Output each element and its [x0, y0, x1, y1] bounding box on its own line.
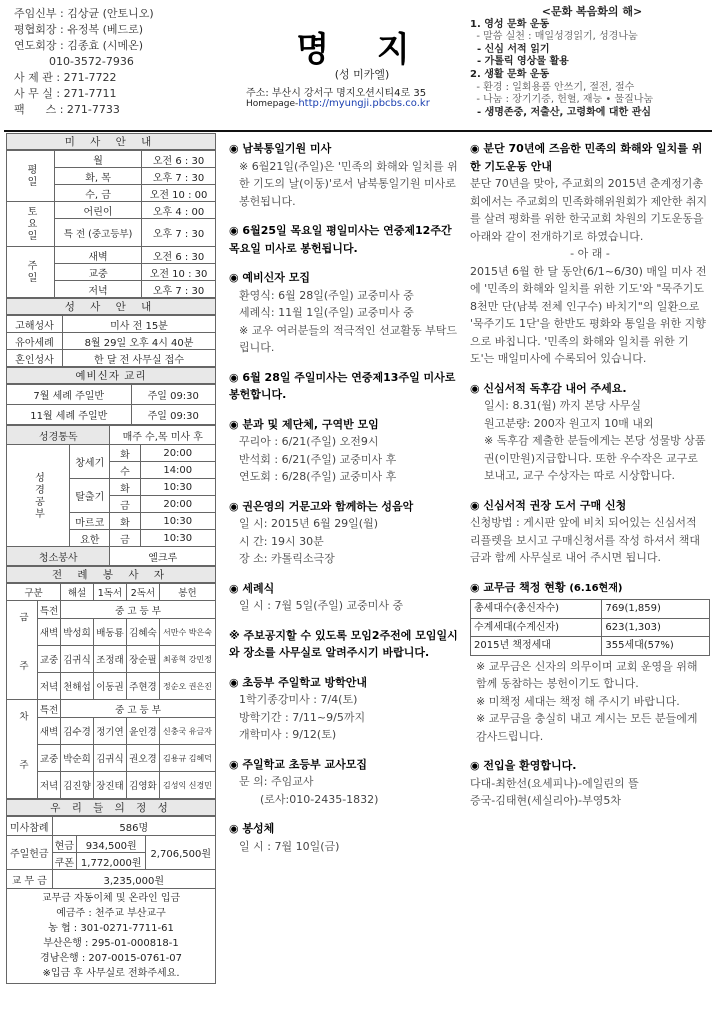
notice-line: 방학기간 : 7/11~9/5까지: [239, 710, 366, 724]
cell: 2독서: [126, 584, 159, 601]
cell: 11월 세례 주일반: [7, 405, 132, 425]
cell: 오전 6 : 30: [142, 247, 216, 264]
cell: 장진태: [94, 772, 127, 799]
cell: 정순오 권은진: [159, 673, 215, 700]
cell: 천해섭: [61, 673, 94, 700]
cell: 355세대(57%): [602, 637, 710, 656]
info-line: 연도회장 : 김종효 (시메온): [14, 39, 144, 52]
cell: 김귀식: [94, 745, 127, 772]
mass-table: [6, 150, 216, 298]
cell: 김수경: [61, 718, 94, 745]
info-line: 사 제 관 : 271-7722: [14, 71, 117, 84]
cell: 매주 수,목 미사 후: [110, 426, 216, 445]
cell: 수계세대(수계신자): [471, 618, 602, 637]
cell: 서만수 박은숙: [159, 619, 215, 646]
cell: 권오경: [126, 745, 159, 772]
notice: [229, 627, 461, 662]
cell: 14:00: [140, 462, 216, 479]
cell: 교중: [55, 264, 142, 281]
cell: 화: [110, 445, 140, 462]
cell: 특 전 (중고등부): [55, 219, 142, 247]
cell: 월: [55, 151, 142, 168]
notice: [229, 416, 461, 486]
cell: 청소봉사: [7, 547, 110, 566]
cell: 총세대수(총신자수): [471, 600, 602, 619]
bulletin-title: 명 지: [296, 30, 428, 70]
mass-title: 미 사 안 내: [6, 133, 216, 150]
prayer-detail: 2015년 6월 한 달 동안(6/1~6/30) 매일 미사 전에 '민족의 화해와 일치를 위한 기도'와 "묵주기도 8천만 단(남북 전체 인구수) 바치기"의 일환으로 '묵주기도 1단'을 한반도 평화와 통일을 위한 지향으로 바칩니다. '민족의 화해와 일치를 위한 기도'는 매일미사에 수록되어 있습니다.: [470, 264, 707, 365]
cell: 유아세례: [7, 333, 63, 350]
notice: [229, 140, 461, 210]
notice-line: 장 소: 카톨릭소극장: [239, 552, 335, 565]
cell: 수: [110, 462, 140, 479]
year-theme-line: - 나눔 : 장기기증, 헌혈, 재능 • 물질나눔: [470, 94, 654, 106]
cell: 배동룡: [94, 619, 127, 646]
bank-line: 예금주 : 천주교 부산교구: [56, 908, 166, 919]
cell: 769(1,859): [602, 600, 710, 619]
catechism-table: [6, 384, 216, 425]
bank-line: 교무금 자동이체 및 온라인 입금: [41, 893, 181, 904]
cell: 20:00: [140, 445, 216, 462]
cell: 창세기: [70, 445, 110, 479]
cell: 주일 09:30: [131, 385, 216, 405]
this-week-label: 금 주: [7, 601, 38, 700]
text-line: 다대-최한선(요세피나)-에일린의 뜰: [470, 776, 639, 790]
cell: 중 고 등 부: [61, 601, 216, 619]
bank-info: [6, 889, 216, 984]
bank-line: ※입금 후 사무실로 전화주세요.: [42, 968, 180, 979]
year-theme-line: - 신심 서적 읽기: [470, 43, 550, 55]
year-theme: [470, 6, 714, 119]
cell: 20:00: [140, 496, 216, 513]
cell: 윤인경: [126, 718, 159, 745]
altar-title: 전 례 봉 사 자: [6, 566, 216, 583]
cell: 10:30: [140, 530, 216, 547]
notice-line: 시 간: 19시 30분: [239, 534, 324, 548]
cell: 623(1,303): [602, 618, 710, 637]
notice: [229, 369, 461, 404]
notice-heading: ◉ 남북통일기원 미사: [229, 142, 332, 155]
year-theme-line: 1. 영성 문화 운동: [470, 18, 550, 30]
book-report-heading: ◉ 신심서적 독후감 내어 주세요.: [470, 381, 627, 395]
notice: [229, 580, 461, 615]
cell: 장순필: [126, 646, 159, 673]
book-order-heading: ◉ 신심서적 권장 도서 구매 신청: [470, 498, 627, 512]
notice-heading: ◉ 6월 28일 주일미사는 연중제13주일 미사로 봉헌합니다.: [229, 370, 456, 401]
cell: 화, 목: [55, 168, 142, 185]
bulletin-subtitle: (성 미카엘): [334, 68, 390, 81]
info-line: 주임신부 : 김상균 (안토니오): [14, 7, 154, 20]
notice-line: 환영식: 6월 28일(주일) 교중미사 중: [239, 288, 414, 302]
cell: 수, 금: [55, 185, 142, 202]
cell: 화: [110, 513, 140, 530]
prayer-text: 분단 70년을 맞아, 주교회의 2015년 춘계정기총회에서는 주교회의 민족화해위원회가 제안한 취지를 살려 평화를 위한 한국교회 차원의 기도운동을 아래와 같이 전개하기로 하였습니다.: [470, 177, 708, 243]
cell: 금: [110, 496, 140, 513]
cell: 탈출기: [70, 479, 110, 513]
cell: 화: [110, 479, 140, 496]
cell: 오후 7 : 30: [142, 219, 216, 247]
right-column: [470, 140, 710, 810]
info-line: 평협회장 : 유정복 (베드로): [14, 23, 144, 36]
cell: 3,235,000원: [52, 870, 215, 889]
notice: [229, 674, 461, 744]
offering-title: 우 리 들 의 정 성: [6, 799, 216, 816]
cell: 교중: [38, 745, 61, 772]
notice-line: ※ 6월21일(주일)은 '민족의 화해와 일치를 위한 기도의 날(이동)'로서 남북통일기원 미사로 봉헌됩니다.: [239, 159, 460, 208]
text-line: ※ 교무금을 충실히 내고 계시는 모든 분들에게 감사드립니다.: [476, 712, 698, 743]
cell: 1독서: [94, 584, 127, 601]
cell: 혼인성사: [7, 350, 63, 367]
notice-line: 일 시 : 7월 10일(금): [239, 839, 340, 853]
sacrament-title: 성 사 안 내: [6, 298, 216, 315]
notice-line: (로사:010-2435-1832): [239, 792, 379, 806]
address: 주소: 부산시 강서구 명지오션시티4로 35: [246, 88, 427, 99]
year-theme-line: - 가톨릭 영상물 활용: [470, 56, 569, 68]
notice: [229, 756, 461, 809]
prayer-heading: ◉ 분단 70년에 즈음한 민족의 화해와 일치를 위한 기도운동 안내: [470, 142, 703, 173]
homepage-link[interactable]: http://myungji.pbcbs.co.kr: [298, 98, 430, 109]
prayer-divider: - 아 래 -: [570, 247, 610, 260]
cell: 구분: [7, 584, 61, 601]
cell: 금: [110, 530, 140, 547]
cell: 한 달 전 사무실 접수: [63, 350, 216, 367]
cell: 934,500원: [76, 836, 146, 853]
bank-line: 부산은행 : 295-01-000818-1: [43, 938, 179, 949]
cell: 김귀식: [61, 646, 94, 673]
sun-label: 주일: [7, 247, 55, 298]
notice-line: 세례식: 11월 1일(주일) 교중미사 중: [239, 306, 414, 319]
cell: 주일헌금: [7, 836, 53, 870]
cell: 현금: [52, 836, 76, 853]
cell: 엘크루: [110, 547, 216, 566]
notice-line: ※ 교우 여러분들의 적극적인 선교활동 부탁드립니다.: [239, 323, 457, 354]
cell: 김진향: [61, 772, 94, 799]
welcome-heading: ◉ 전입을 환영합니다.: [470, 759, 577, 772]
cell: 쿠폰: [52, 853, 76, 870]
cell: 정기연: [94, 718, 127, 745]
cell: 1,772,000원: [76, 853, 146, 870]
homepage: [246, 98, 476, 109]
notice: [229, 820, 461, 855]
text-line: ※ 독후감 제출한 분들에게는 본당 성물방 상품권(이만원)지급합니다. 또한 우수작은 교구로 보내고, 교구 수상자는 따로 시상합니다.: [484, 434, 706, 482]
left-column: [6, 133, 216, 984]
notice-line: 일 시: 2015년 6월 29일(월): [239, 517, 379, 530]
notice-heading: ◉ 6월25일 목요일 평일미사는 연중제12주간 목요일 미사로 봉헌됩니다.: [229, 224, 452, 255]
text-line: ※ 교무금은 신자의 의무이며 교회 운영을 위해 함께 동참하는 봉헌이기도 합니다.: [476, 659, 698, 690]
cell: 미사참례: [7, 817, 53, 836]
cell: 봉헌: [159, 584, 215, 601]
cell: 조정래: [94, 646, 127, 673]
cell: 2015년 책정세대: [471, 637, 602, 656]
cell: 이동권: [94, 673, 127, 700]
cell: 오후 7 : 30: [142, 168, 216, 185]
bible-table: [6, 425, 216, 566]
notice: [229, 498, 461, 568]
altar-table: 구분 해설 1독서 2독서 봉헌 금 주 특전 중 고 등 부 새벽 박성희 배동룡 김혜숙 서만수 박은숙 교중 김귀식 조정래 장순필 최종혁 강민정 저녁 천해섭 이동권 주현경 정순오 권은진 차 주 특전 중 고 등 부 새벽 김수경 정기연 윤인경 신충국 유금자 교중 박순희 김귀식 권오경 김용규 김혜덕 저녁 김진향 장진태 김영화 김성익 신경민: [6, 583, 216, 799]
cell: 교중: [38, 646, 61, 673]
notice-heading: ◉ 초등부 주일학교 방학안내: [229, 675, 367, 689]
cell: 586명: [52, 817, 215, 836]
notice-line: 문 의: 주임교사: [239, 775, 314, 788]
cell: 어린이: [55, 202, 142, 219]
cell: 7월 세례 주일반: [7, 385, 132, 405]
notice-heading: ◉ 봉성체: [229, 822, 275, 835]
weekday-label: 평일: [7, 151, 55, 202]
offering-table: [6, 816, 216, 889]
cell: 박순희: [61, 745, 94, 772]
cell: 김성익 신경민: [159, 772, 215, 799]
year-theme-line: - 환경 : 일회용품 안쓰기, 절전, 절수: [470, 81, 635, 93]
book-order-text: 신청방법 : 게시판 앞에 비치 되어있는 신심서적 리플렛을 보시고 구매신청서를 작성 하셔서 책대금과 함께 사무실로 내어 주시면 됩니다.: [470, 516, 701, 564]
kyomu-table: [470, 599, 710, 656]
cell: 저녁: [38, 673, 61, 700]
cell: 오전 10 : 00: [142, 185, 216, 202]
notice-line: 일 시 : 7월 5일(주일) 교중미사 중: [239, 599, 404, 612]
cell: 교 무 금: [7, 870, 53, 889]
notice-heading: ◉ 세례식: [229, 581, 275, 595]
notice-heading: ◉ 주일학교 초등부 교사모집: [229, 757, 367, 771]
info-line: 사 무 실 : 271-7711: [14, 87, 117, 100]
year-theme-title: <문화 복음화의 해>: [541, 5, 643, 18]
notice-heading: ※ 주보공지할 수 있도록 모임2주전에 모임일시와 장소를 사무실로 알려주시기 바랍니다.: [229, 628, 458, 659]
cell: 오전 10 : 30: [142, 264, 216, 281]
header-divider: [4, 130, 712, 132]
cell: 성경통독: [7, 426, 110, 445]
sacrament-table: [6, 315, 216, 367]
catechism-title: 예비신자 교리: [6, 367, 216, 384]
text-line: ※ 미책정 세대는 책정 해 주시기 바랍니다.: [476, 694, 680, 708]
notice-line: 반석회 : 6/21(주일) 교중미사 후: [239, 452, 397, 466]
cell: 김용규 김혜덕: [159, 745, 215, 772]
cell: 저녁: [38, 772, 61, 799]
next-week-label: 차 주: [7, 700, 38, 799]
middle-column: [229, 140, 461, 867]
bank-line: 농 협 : 301-0271-7711-61: [48, 923, 174, 934]
bible-study-label: 성경공부: [7, 445, 70, 547]
cell: 주현경: [126, 673, 159, 700]
cell: 신충국 유금자: [159, 718, 215, 745]
cell: 박성희: [61, 619, 94, 646]
cell: 마르코: [70, 513, 110, 530]
kyomu-date: (6.16현재): [569, 582, 623, 594]
cell: 새벽: [38, 619, 61, 646]
cell: 미사 전 15분: [63, 316, 216, 333]
cell: 주일 09:30: [131, 405, 216, 425]
info-line: 010-3572-7936: [14, 55, 134, 68]
cell: 저녁: [55, 281, 142, 298]
homepage-label: Homepage-: [246, 99, 299, 109]
cell: 새벽: [55, 247, 142, 264]
notice-line: 1학기종강미사 : 7/4(토): [239, 693, 358, 706]
cell: 오전 6 : 30: [142, 151, 216, 168]
notice-heading: ◉ 예비신자 모집: [229, 271, 311, 284]
text-line: 원고분량: 200자 원고지 10매 내외: [484, 416, 654, 430]
cell: 새벽: [38, 718, 61, 745]
cell: 오후 4 : 00: [142, 202, 216, 219]
cell: 김영화: [126, 772, 159, 799]
cell: 10:30: [140, 513, 216, 530]
info-line: 팩 스 : 271-7733: [14, 103, 120, 116]
text-line: 일시: 8.31(월) 까지 본당 사무실: [484, 399, 642, 412]
cell: 중 고 등 부: [61, 700, 216, 718]
cell: 고해성사: [7, 316, 63, 333]
kyomu-heading: ◉ 교무금 책정 현황: [470, 580, 566, 594]
year-theme-line: - 생명존중, 저출산, 고령화에 대한 관심: [470, 106, 652, 118]
year-theme-line: - 말씀 실천 : 매일성경읽기, 성경나눔: [470, 31, 638, 43]
year-theme-lines: [470, 19, 714, 120]
cell: 8월 29일 오후 4시 40분: [63, 333, 216, 350]
cell: 최종혁 강민정: [159, 646, 215, 673]
notice-heading: ◉ 권은영의 거문고와 함께하는 성음악: [229, 499, 414, 513]
text-line: 증국-김태현(세실리아)-부영5차: [470, 794, 622, 807]
parish-info: [14, 6, 214, 118]
bank-line: 경남은행 : 207-0015-0761-07: [40, 953, 182, 964]
notice: [229, 222, 461, 257]
notice-heading: ◉ 분과 및 제단체, 구역반 모임: [229, 417, 379, 431]
year-theme-line: 2. 생활 문화 운동: [470, 68, 550, 80]
cell: 오후 7 : 30: [142, 281, 216, 298]
sat-label: 토요일: [7, 202, 55, 247]
notice-line: 연도회 : 6/28(주일) 교중미사 후: [239, 470, 397, 483]
notice: [229, 269, 461, 357]
cell: 요한: [70, 530, 110, 547]
cell: 김혜숙: [126, 619, 159, 646]
cell: 10:30: [140, 479, 216, 496]
cell: 해설: [61, 584, 94, 601]
notice-line: 개학미사 : 9/12(토): [239, 728, 337, 741]
cell: 2,706,500원: [146, 836, 216, 870]
notice-line: 꾸리아 : 6/21(주일) 오전9시: [239, 435, 379, 448]
